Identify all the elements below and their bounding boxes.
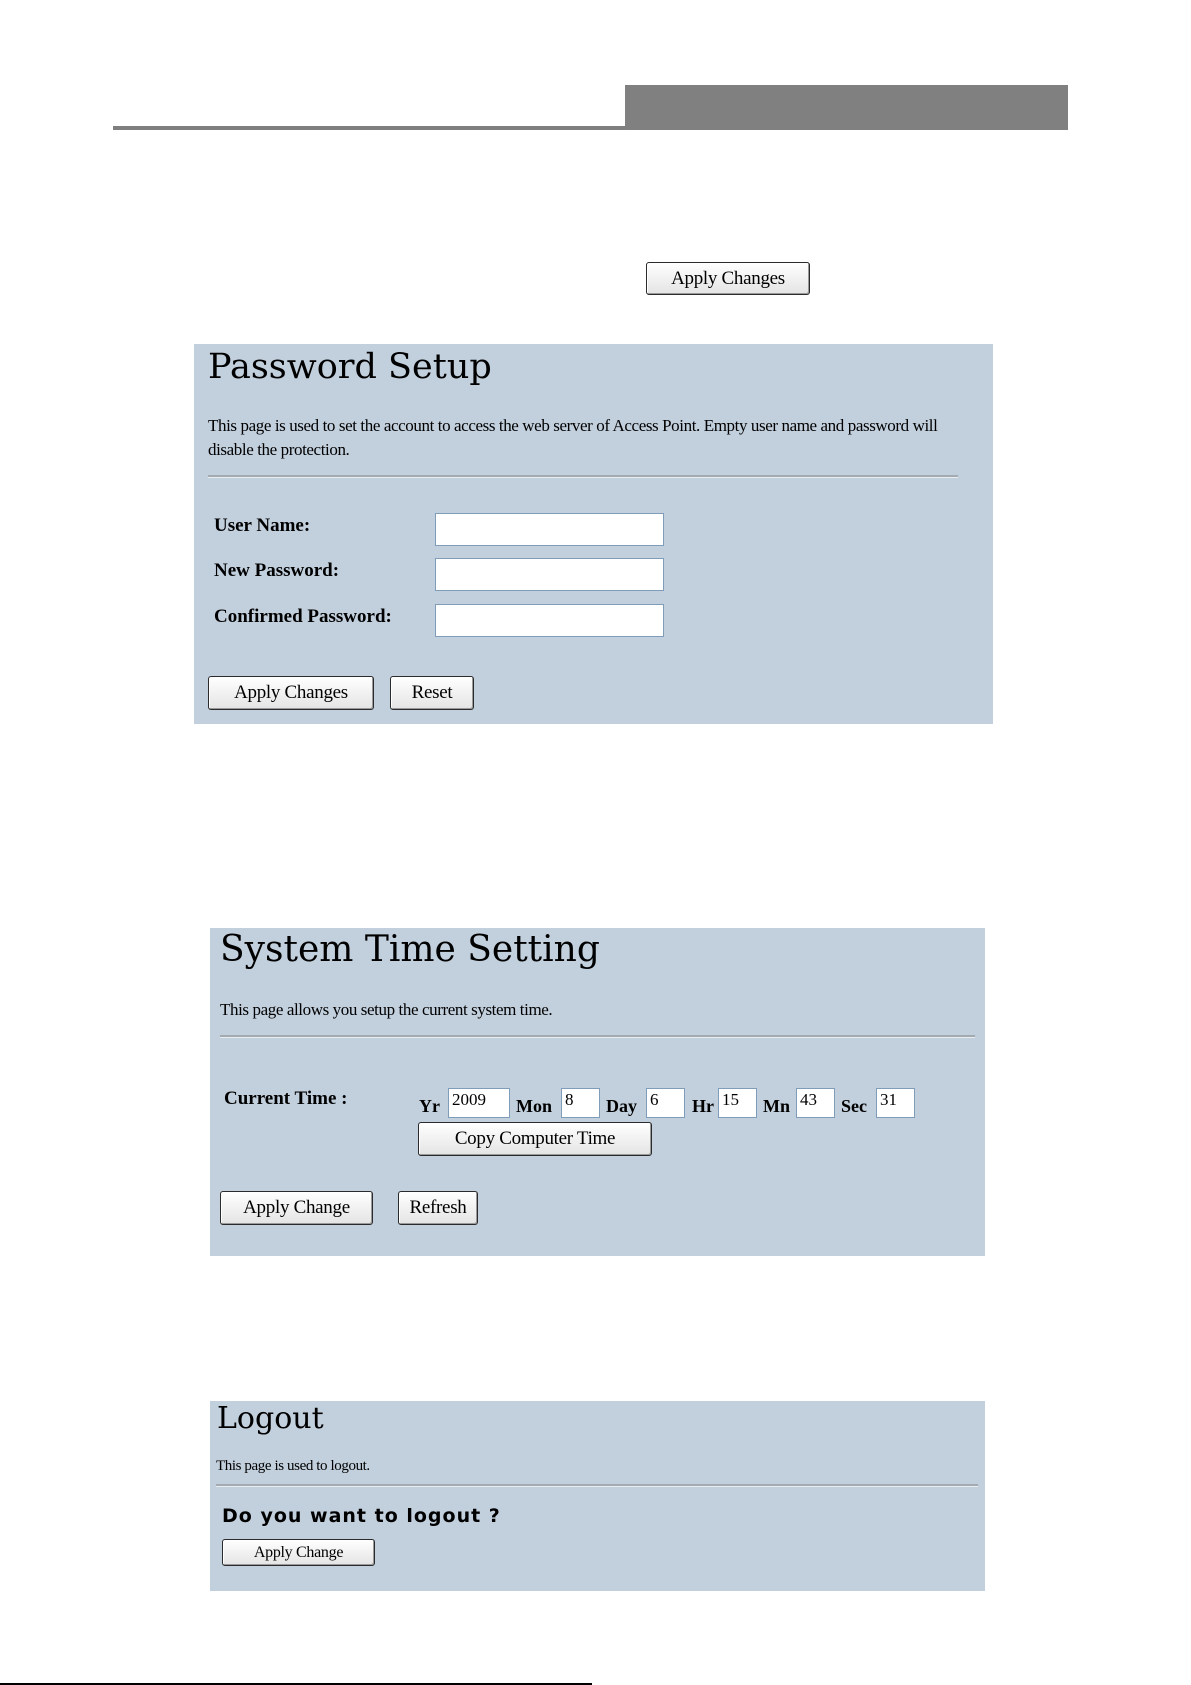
month-label: Mon [516, 1096, 552, 1116]
logout-panel [210, 1401, 985, 1591]
panel-description: This page is used to set the account to access the web server of Access Point. Empty user name and password will disable the protection. [208, 416, 938, 459]
new-password-label: New Password: [214, 560, 340, 581]
confirmed-password-label: Confirmed Password: [214, 606, 392, 627]
copy-computer-time-button[interactable]: Copy Computer Time [418, 1122, 652, 1156]
new-password-field[interactable] [435, 558, 664, 591]
hour-field[interactable]: 15 [718, 1088, 757, 1118]
panel-title: Password Setup [208, 347, 492, 387]
day-field[interactable]: 6 [646, 1088, 685, 1118]
divider [220, 1035, 975, 1038]
second-field[interactable]: 31 [876, 1088, 915, 1118]
year-label: Yr [419, 1096, 440, 1116]
divider [208, 475, 958, 478]
reset-button[interactable]: Reset [390, 676, 474, 710]
hour-label: Hr [692, 1096, 714, 1116]
header-bar [625, 85, 1068, 130]
day-label: Day [606, 1096, 637, 1116]
panel-title: System Time Setting [220, 929, 600, 970]
panel-title: Logout [217, 1401, 324, 1436]
apply-changes-button-top[interactable]: Apply Changes [646, 262, 810, 295]
confirmed-password-field[interactable] [435, 604, 664, 637]
refresh-button[interactable]: Refresh [398, 1191, 478, 1225]
logout-question: Do you want to logout ? [222, 1505, 501, 1527]
minute-field[interactable]: 43 [796, 1088, 835, 1118]
year-field[interactable]: 2009 [448, 1088, 510, 1118]
month-field[interactable]: 8 [561, 1088, 600, 1118]
divider [216, 1484, 978, 1487]
apply-change-button[interactable]: Apply Change [220, 1191, 373, 1225]
second-label: Sec [841, 1096, 867, 1116]
user-name-field[interactable] [435, 513, 664, 546]
minute-label: Mn [763, 1096, 790, 1116]
user-name-label: User Name: [214, 515, 311, 536]
current-time-label: Current Time : [224, 1088, 348, 1109]
system-time-panel [210, 928, 985, 1256]
password-setup-panel [194, 344, 993, 724]
apply-change-button[interactable]: Apply Change [222, 1539, 375, 1566]
panel-description: This page is used to logout. [216, 1458, 370, 1474]
apply-changes-button[interactable]: Apply Changes [208, 676, 374, 710]
panel-description: This page allows you setup the current system time. [220, 1000, 553, 1019]
